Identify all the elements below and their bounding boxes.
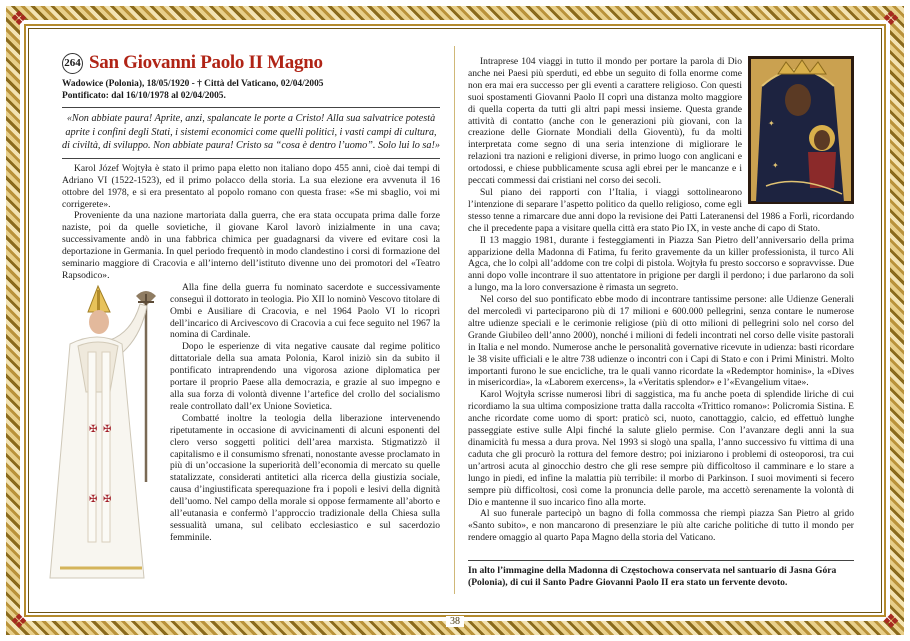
page-number: 38: [446, 616, 464, 627]
paragraph: Intraprese 104 viaggi in tutto il mondo per portare la parola di Dio anche nei Paesi più sperduti, ed ebbe un seguito di folla enorme come non era mai era successo per gli eventi a carattere religioso. Con questi suoi spostamenti Giovanni Paolo II coprì una distanza molto maggiore di quella coperta da tutti gli altri papi messi insieme. Questa grande attività di contatto (anche con le generazioni più giovani, con la creazione delle Giornate Mondiali della Gioventù), fu da molti interpretata come segno di una seria intenzione di migliorare le relazioni tra nazioni e religioni diverse, in primo luogo con anglicani e ortodossi, e chiese pubblicamente scusa agli ebrei per le mancanze e i peccati commessi dai cristiani nel corso dei secoli.: [468, 56, 742, 187]
paragraph: Alla fine della guerra fu nominato sacerdote e successivamente conseguì il dottorato in teologia. Pio XII lo nominò Vescovo titolare di Ombi e Ausiliare di Cracovia, e nel 1964 Paolo VI lo ricoprì dell’incarico di Arcivescovo di Cracovia a cui fece seguito nel 1967 la nomina di Cardinale.: [170, 281, 440, 341]
corner-ornament-icon: ❖: [10, 8, 28, 30]
left-column: [62, 52, 440, 612]
paragraph: Karol Wojtyła scrisse numerosi libri di saggistica, ma fu anche poeta di splendide liriche di cui ricordiamo la sua ultima composizione tratta dalla raccolta «Trittico romano»: Policromia Sistina. E anche ricordate come uomo di sport: praticò sci, nuoto, canottaggio, calcio, ed effettuò lunghe passeggiate estive sulle Alpi finché la salute glielo permise. Con l’avanzare degli anni la sua dinamicità fu messa a dura prova. Nel 1993 si slogò una spalla, l’anno successivo fu vittima di una caduta che gli procurò la rottura del femore destro; poi iniziarono i problemi di osteoporosi, tra cui un’artrosi acuta al ginocchio destro che gli rese sempre più difficoltoso il camminare e lo stare a lungo in piedi, ed infine la malattia più terribile: il morbo di Parkinson. I suoi movimenti si fecero sempre più difficoltosi, così come la pronuncia delle parole, ma accettò serenamente la volontà di Dio e mantenne il suo incarico fino alla morte.: [468, 389, 854, 508]
biography-dates: [62, 78, 440, 102]
left-body-text: [62, 163, 440, 544]
paragraph: Karol Józef Wojtyła è stato il primo papa eletto non italiano dopo 455 anni, cioè dai tempi di Adriano VI (1522-1523), ed il primo polacco della storia. La sua elezione era avvenuta il 16 ottobre del 1978, e si era presentato al popolo romano con questa frase: «Se mi sbaglio, voi mi corrigerete».: [62, 162, 440, 210]
paragraph: Combatté inoltre la teologia della liberazione intervenendo ripetutamente in occasione di avvicinamenti di alcuni esponenti del clero verso soggetti politici dell’area marxista. Stigmatizzò il capitalismo e il consumismo sfrenati, nonostante avesse proclamato in più di un’occasione la superiorità dell’economia di mercato su quelle statalizzate, considerati antitetici alla ricerca della giustizia sociale, causa d’ingiustificata sperequazione fra i popoli e lesivi della dignità dell’uomo. Nel campo della morale si oppose fermamente all’aborto e all’eutanasia e confermò l’approccio tradizionale della Chiesa sulla sessualità umana, sul celibato ecclesiastico e sul sacerdozio femminile.: [170, 412, 440, 543]
svg-text:✠: ✠: [89, 493, 98, 505]
rule-top: [62, 107, 440, 108]
paragraph: Al suo funerale partecipò un bagno di folla commossa che riempì piazza San Pietro al grido «Santo subito», e non mancarono di presenziare le più alte cariche politiche di tutto il mondo per rendere omaggio al quarto Papa Magno della storia del Vaticano.: [468, 508, 854, 544]
pontificate-line: Pontificato: dal 16/10/1978 al 02/04/2005.: [62, 91, 226, 101]
paragraph: Il 13 maggio 1981, durante i festeggiamenti in Piazza San Pietro dell’anniversario della prima apparizione della Madonna di Fatima, fu ferito gravemente da un killer professionista, il turco Ali Agca, che lo colpì all’addome con tre colpi di pistola. Wojtyła fu presto soccorso e sopravvisse. Due anni dopo volle incontrare il suo attentatore in prigione per dargli il perdono; i due parlarono da soli a lungo, ma la loro conversazione è rimasta un segreto.: [468, 234, 854, 294]
svg-text:✠: ✠: [103, 493, 112, 505]
madonna-czestochowa-icon-image: [748, 56, 854, 204]
svg-text:✦: ✦: [768, 119, 775, 128]
opening-quote: «Non abbiate paura! Aprite, anzi, spalancate le porte a Cristo! Alla sua salvatrice potestà aprite i confini degli Stati, i sistemi economici come quelli politici, i vasti campi di cultura, di civiltà, di sviluppo. Non abbiate paura! Cristo sa “cosa è dentro l’uomo”. Solo lui lo sa!»: [62, 113, 440, 152]
birth-death-line: Wadowice (Polonia), 18/05/1920 - † Città del Vaticano, 02/04/2005: [62, 79, 324, 89]
paragraph: Nel corso del suo pontificato ebbe modo di incontrare tantissime persone: alle Udienze Generali del mercoledì vi parteciparono più di 17 milioni e 600.000 pellegrini, senza contare le numerose altre udienze speciali e le cerimonie religiose (più di otto milioni di pellegrini solo nel corso del Grande Giubileo dell’anno 2000), nonché i milioni di fedeli incontrati nel corso delle visite pastorali in Italia e nel mondo. Numerose anche le personalità governative ricevute in udienza: basti ricordare le 38 visite ufficiali e le altre 738 udienze o incontri con i Capi di Stato e con i Primi Ministri. Molto importanti furono le sue encicliche, tra le quali vanno ricordate la «Redemptor hominis», la «Dives in misericordia», la «Laborem exercens», la «Veritatis splendor» e l’«Evangelium vitae».: [468, 294, 854, 389]
paragraph: Dopo le esperienze di vita negative causate dal regime politico dittatoriale della sua amata Polonia, Karol iniziò sin da subito il pontificato intraprendendo una vigorosa azione diplomatica per portare il proprio Paese alla democrazia, e grazie al suo impegno e alla sua forza di volontà divenne l’artefice del crollo del socialismo reale controllato dall’ex Unione Sovietica.: [170, 341, 440, 412]
rule-bottom: [62, 158, 440, 159]
right-body-text: [468, 56, 854, 544]
right-column: [468, 56, 854, 616]
svg-text:✦: ✦: [772, 161, 779, 170]
paragraph: Sul piano dei rapporti con l’Italia, i viaggi sottolinearono l’intenzione di separare l’aspetto politico da quello religioso, come egli stesso tenne a rimarcare due anni dopo la revisione dei Patti Lateranensi del 1986 a Forlì, ricordando che il precedente papa a visitare quella città era stato Pio IX, in veste anche di capo di Stato.: [468, 186, 854, 234]
image-caption: In alto l’immagine della Madonna di Częstochowa conservata nel santuario di Jasna Góra (Polonia), di cui il Santo Padre Giovanni Paolo II era stato un fervente devoto.: [468, 560, 854, 589]
corner-ornament-icon: ❖: [882, 8, 900, 30]
svg-text:✠: ✠: [103, 423, 112, 435]
title-row: [62, 52, 440, 74]
pope-portrait-image: [48, 282, 166, 582]
page-title: San Giovanni Paolo II Magno: [89, 52, 323, 73]
corner-ornament-icon: ❖: [882, 611, 900, 633]
corner-ornament-icon: ❖: [10, 611, 28, 633]
column-divider: [454, 46, 455, 594]
svg-text:✠: ✠: [89, 423, 98, 435]
entry-number-badge: 264: [62, 53, 83, 74]
paragraph: Proveniente da una nazione martoriata dalla guerra, che era stata occupata prima dalle forze naziste, poi da quelle sovietiche, il giovane Karol lavorò inizialmente in una cava; successivamente andò in una fabbrica chimica per guadagnarsi da vivere ed evitare così la deportazione in Germania. In quel periodo frequentò in modo clandestino i corsi di formazione del seminario maggiore di Cracovia e all’interno dell’istituto divenne uno dei promotori del «Teatro Rapsodico».: [62, 210, 440, 281]
